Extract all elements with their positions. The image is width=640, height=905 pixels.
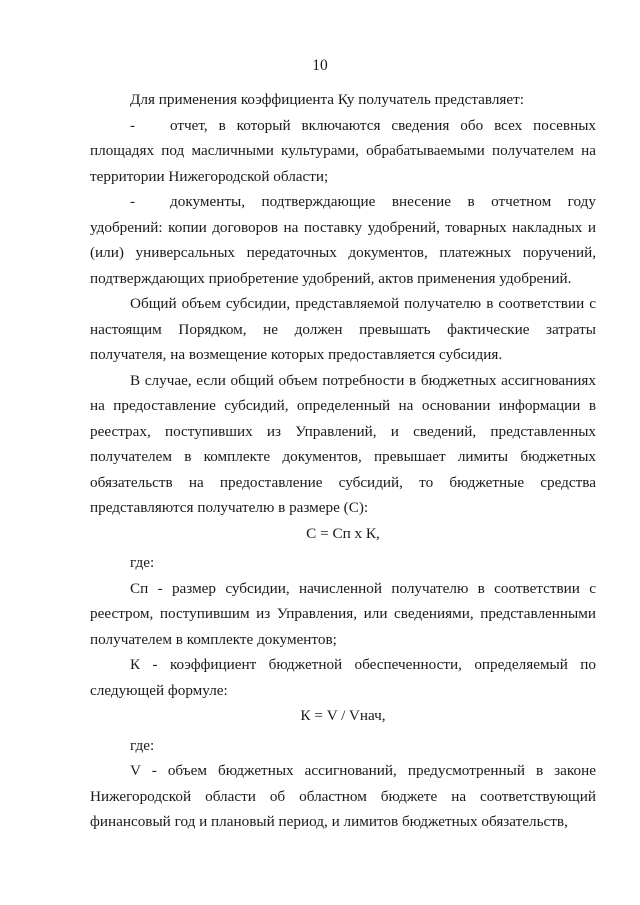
where-label: где: xyxy=(130,736,155,754)
page-number: 10 xyxy=(312,57,328,74)
formula-subsidy: С = Сп х К, xyxy=(306,524,380,542)
definition-k: К - коэффициент бюджетной обеспеченности, определяемый по следующей формуле: xyxy=(90,656,596,699)
list-item xyxy=(90,113,596,190)
list-item xyxy=(90,189,596,291)
definition-sp: Сп - размер субсидии, начисленной получателю в соответствии с реестром, поступившим из Управления, или сведениями, представленными получателем в комплекте документов; xyxy=(90,579,596,648)
list-item-text: документы, подтверждающие внесение в отчетном году удобрений: копии договоров на поставку удобрений, товарных накладных и (или) универсальных передаточных документов, платежных поручений, подтверждающих приобретение удобрений, актов применения удобрений. xyxy=(90,193,596,287)
document-body xyxy=(90,87,596,835)
budget-case-paragraph: В случае, если общий объем потребности в бюджетных ассигнованиях на предоставление субсидий, определенный на основании информации в реестрах, поступивших из Управлений, и сведений, представленных получателем в комплекте документов, превышает лимиты бюджетных обязательств на предоставление субсидий, то бюджетные средства представляются получателю в размере (С): xyxy=(90,371,596,516)
formula-coefficient: К = V / Vнач, xyxy=(300,707,386,724)
list-marker: - xyxy=(130,116,136,134)
definition-v: V - объем бюджетных ассигнований, предусмотренный в законе Нижегородской области об областном бюджете на соответствующий финансовый год и плановый период, и лимитов бюджетных обязательств, xyxy=(90,762,596,830)
list-item-text: отчет, в который включаются сведения обо всех посевных площадях под масличными культурами, обрабатываемыми получателем на территории Нижегородской области; xyxy=(90,116,596,185)
total-subsidy-paragraph: Общий объем субсидии, представляемой получателю в соответствии с настоящим Порядком, не должен превышать фактические затраты получателя, на возмещение которых предоставляется субсидия. xyxy=(90,295,596,363)
intro-paragraph: Для применения коэффициента Ку получатель представляет: xyxy=(130,91,525,108)
where-label: где: xyxy=(130,554,155,571)
list-marker: - xyxy=(130,193,136,210)
